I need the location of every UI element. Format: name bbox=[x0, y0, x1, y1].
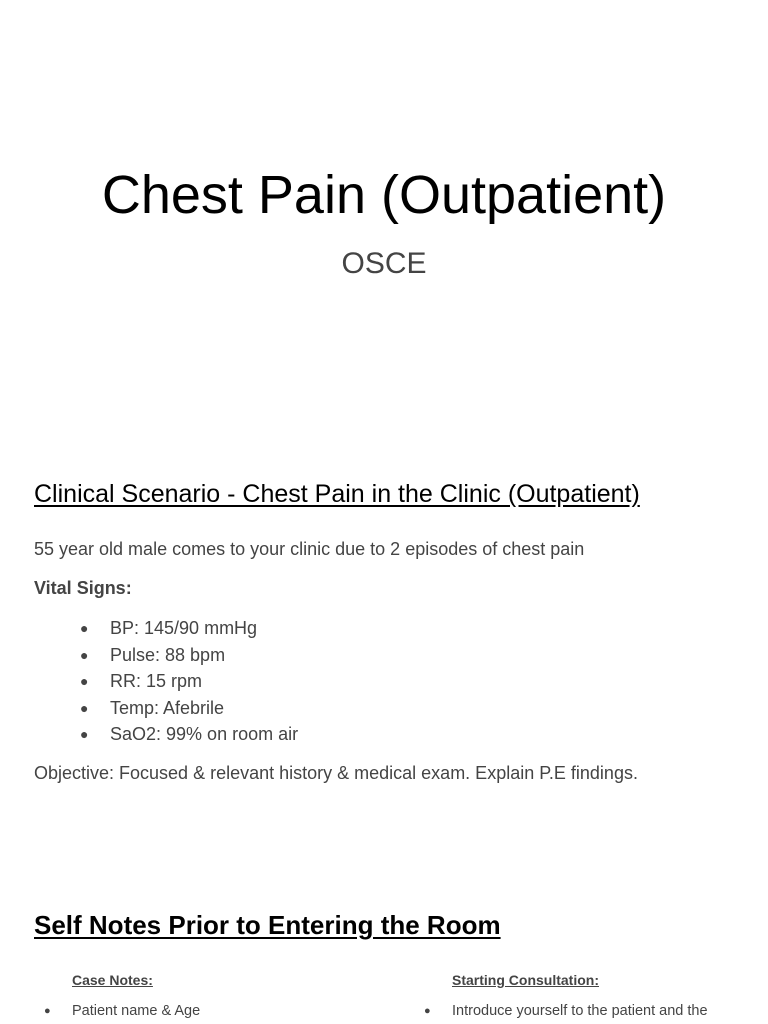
bullet-icon: ● bbox=[44, 1005, 51, 1017]
vital-signs-label: Vital Signs: bbox=[34, 578, 132, 598]
list-item bbox=[44, 1002, 374, 1020]
case-notes-label: Case Notes: bbox=[72, 972, 153, 988]
list-item bbox=[424, 1002, 744, 1020]
vital-sign-text: Temp: Afebrile bbox=[110, 697, 225, 718]
vital-sign-text: Pulse: 88 bpm bbox=[110, 644, 226, 665]
objective-text: Objective: Focused & relevant history & medical exam. Explain P.E findings. bbox=[34, 763, 638, 783]
document-title: Chest Pain (Outpatient) bbox=[101, 165, 667, 225]
document-subtitle: OSCE bbox=[341, 247, 427, 280]
case-notes-list bbox=[44, 1002, 374, 1020]
bullet-icon: ● bbox=[80, 673, 89, 689]
list-item bbox=[80, 642, 298, 669]
bullet-icon: ● bbox=[80, 620, 89, 636]
list-item bbox=[80, 615, 298, 642]
self-notes-heading: Self Notes Prior to Entering the Room bbox=[34, 910, 501, 940]
list-item bbox=[80, 695, 298, 722]
list-item bbox=[80, 668, 298, 695]
scenario-heading: Clinical Scenario - Chest Pain in the Clinic (Outpatient) bbox=[34, 480, 640, 508]
consultation-step-text: Introduce yourself to the patient and the bbox=[452, 1003, 708, 1019]
starting-consultation-list bbox=[424, 1002, 744, 1020]
case-note-text: Patient name & Age bbox=[72, 1003, 201, 1019]
starting-consultation-label: Starting Consultation: bbox=[452, 972, 599, 988]
bullet-icon: ● bbox=[80, 699, 89, 716]
bullet-icon: ● bbox=[424, 1005, 431, 1017]
bullet-icon: ● bbox=[80, 646, 89, 663]
vital-sign-text: BP: 145/90 mmHg bbox=[110, 618, 258, 638]
vital-sign-text: RR: 15 rpm bbox=[110, 671, 203, 691]
vital-sign-text: SaO2: 99% on room air bbox=[110, 724, 299, 744]
vital-signs-list bbox=[80, 615, 298, 748]
bullet-icon: ● bbox=[80, 726, 89, 742]
scenario-intro: 55 year old male comes to your clinic due to 2 episodes of chest pain bbox=[34, 539, 585, 559]
list-item bbox=[80, 721, 298, 748]
